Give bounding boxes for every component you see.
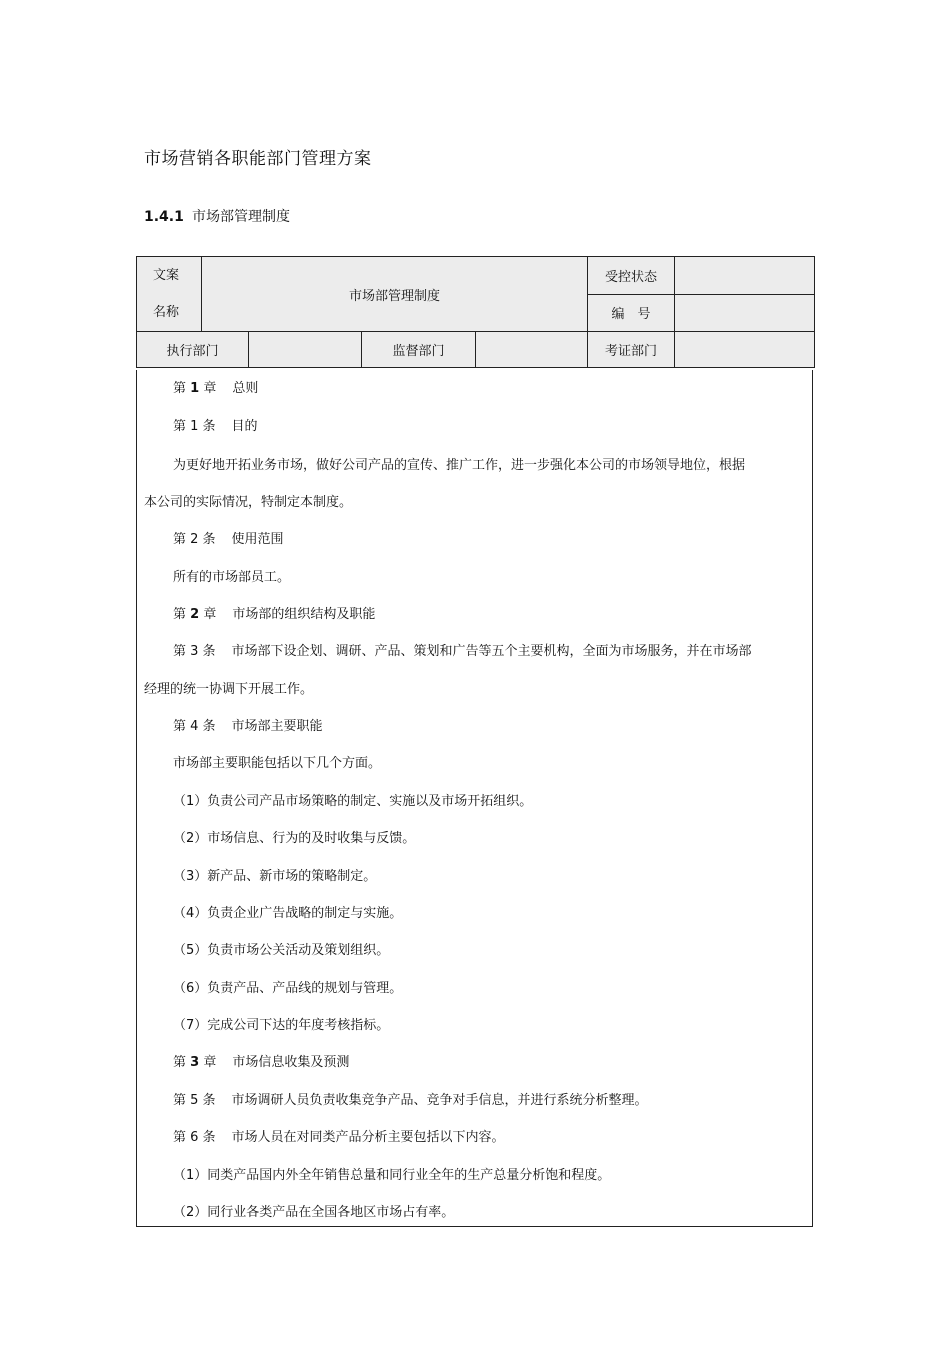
control-status-label: 受控状态 — [588, 257, 675, 295]
exec-dept-value[interactable] — [249, 332, 362, 368]
article-1-text-line-2: 本公司的实际情况，特制定本制度。 — [144, 495, 353, 510]
doc-number-label: 编 号 — [588, 294, 675, 332]
section-title: 市场部管理制度 — [192, 209, 290, 225]
control-status-value[interactable] — [675, 257, 815, 295]
article-3-text-line-2: 经理的统一协调下开展工作。 — [144, 682, 314, 697]
article-1-text-line-1: 为更好地开拓业务市场，做好公司产品的宣传、推广工作，进一步强化本公司的市场领导地位，根据 — [173, 458, 746, 473]
exec-dept-label: 执行部门 — [137, 332, 249, 368]
supervise-dept-label: 监督部门 — [362, 332, 476, 368]
document-title: 市场营销各职能部门管理方案 — [144, 149, 372, 169]
article-4-text: 市场部主要职能包括以下几个方面。 — [173, 756, 382, 771]
article-4-heading: 第 4 条 市场部主要职能 — [173, 719, 323, 734]
section-heading — [144, 206, 290, 226]
analysis-item: （2）同行业各类产品在全国各地区市场占有率。 — [173, 1205, 455, 1220]
verify-dept-label: 考证部门 — [588, 332, 675, 368]
section-number: 1.4.1 — [144, 209, 184, 225]
doc-name-value: 市场部管理制度 — [202, 257, 588, 332]
duty-item: （6）负责产品、产品线的规划与管理。 — [173, 981, 403, 996]
verify-dept-value[interactable] — [675, 332, 815, 368]
article-1-heading: 第 1 条 目的 — [173, 419, 258, 434]
duty-item: （2）市场信息、行为的及时收集与反馈。 — [173, 831, 416, 846]
doc-number-value[interactable] — [675, 294, 815, 332]
article-2-heading: 第 2 条 使用范围 — [173, 532, 284, 547]
analysis-item: （1）同类产品国内外全年销售总量和同行业全年的生产总量分析饱和程度。 — [173, 1168, 611, 1183]
article-2-text: 所有的市场部员工。 — [173, 570, 291, 585]
doc-name-label-bottom: 名称 — [153, 305, 180, 320]
doc-name-label-cell — [137, 257, 202, 332]
duty-item: （7）完成公司下达的年度考核指标。 — [173, 1018, 390, 1033]
document-header-table — [136, 256, 815, 368]
chapter-1-title: 总则 — [232, 381, 259, 396]
article-6-text: 第 6 条 市场人员在对同类产品分析主要包括以下内容。 — [173, 1130, 505, 1145]
chapter-1-heading: 第 1 章 总则 — [173, 381, 259, 396]
chapter-3-heading: 第 3 章 市场信息收集及预测 — [173, 1055, 350, 1070]
duty-item: （3）新产品、新市场的策略制定。 — [173, 869, 377, 884]
chapter-2-heading: 第 2 章 市场部的组织结构及职能 — [173, 607, 376, 622]
article-5-text: 第 5 条 市场调研人员负责收集竞争产品、竞争对手信息，并进行系统分析整理。 — [173, 1093, 648, 1108]
duty-item: （1）负责公司产品市场策略的制定、实施以及市场开拓组织。 — [173, 794, 533, 809]
article-3-text-line-1: 第 3 条 市场部下设企划、调研、产品、策划和广告等五个主要机构，全面为市场服务，并在市场部 — [173, 644, 752, 659]
doc-name-label-top: 文案 — [153, 268, 180, 283]
supervise-dept-value[interactable] — [476, 332, 588, 368]
duty-item: （4）负责企业广告战略的制定与实施。 — [173, 906, 403, 921]
duty-item: （5）负责市场公关活动及策划组织。 — [173, 943, 390, 958]
